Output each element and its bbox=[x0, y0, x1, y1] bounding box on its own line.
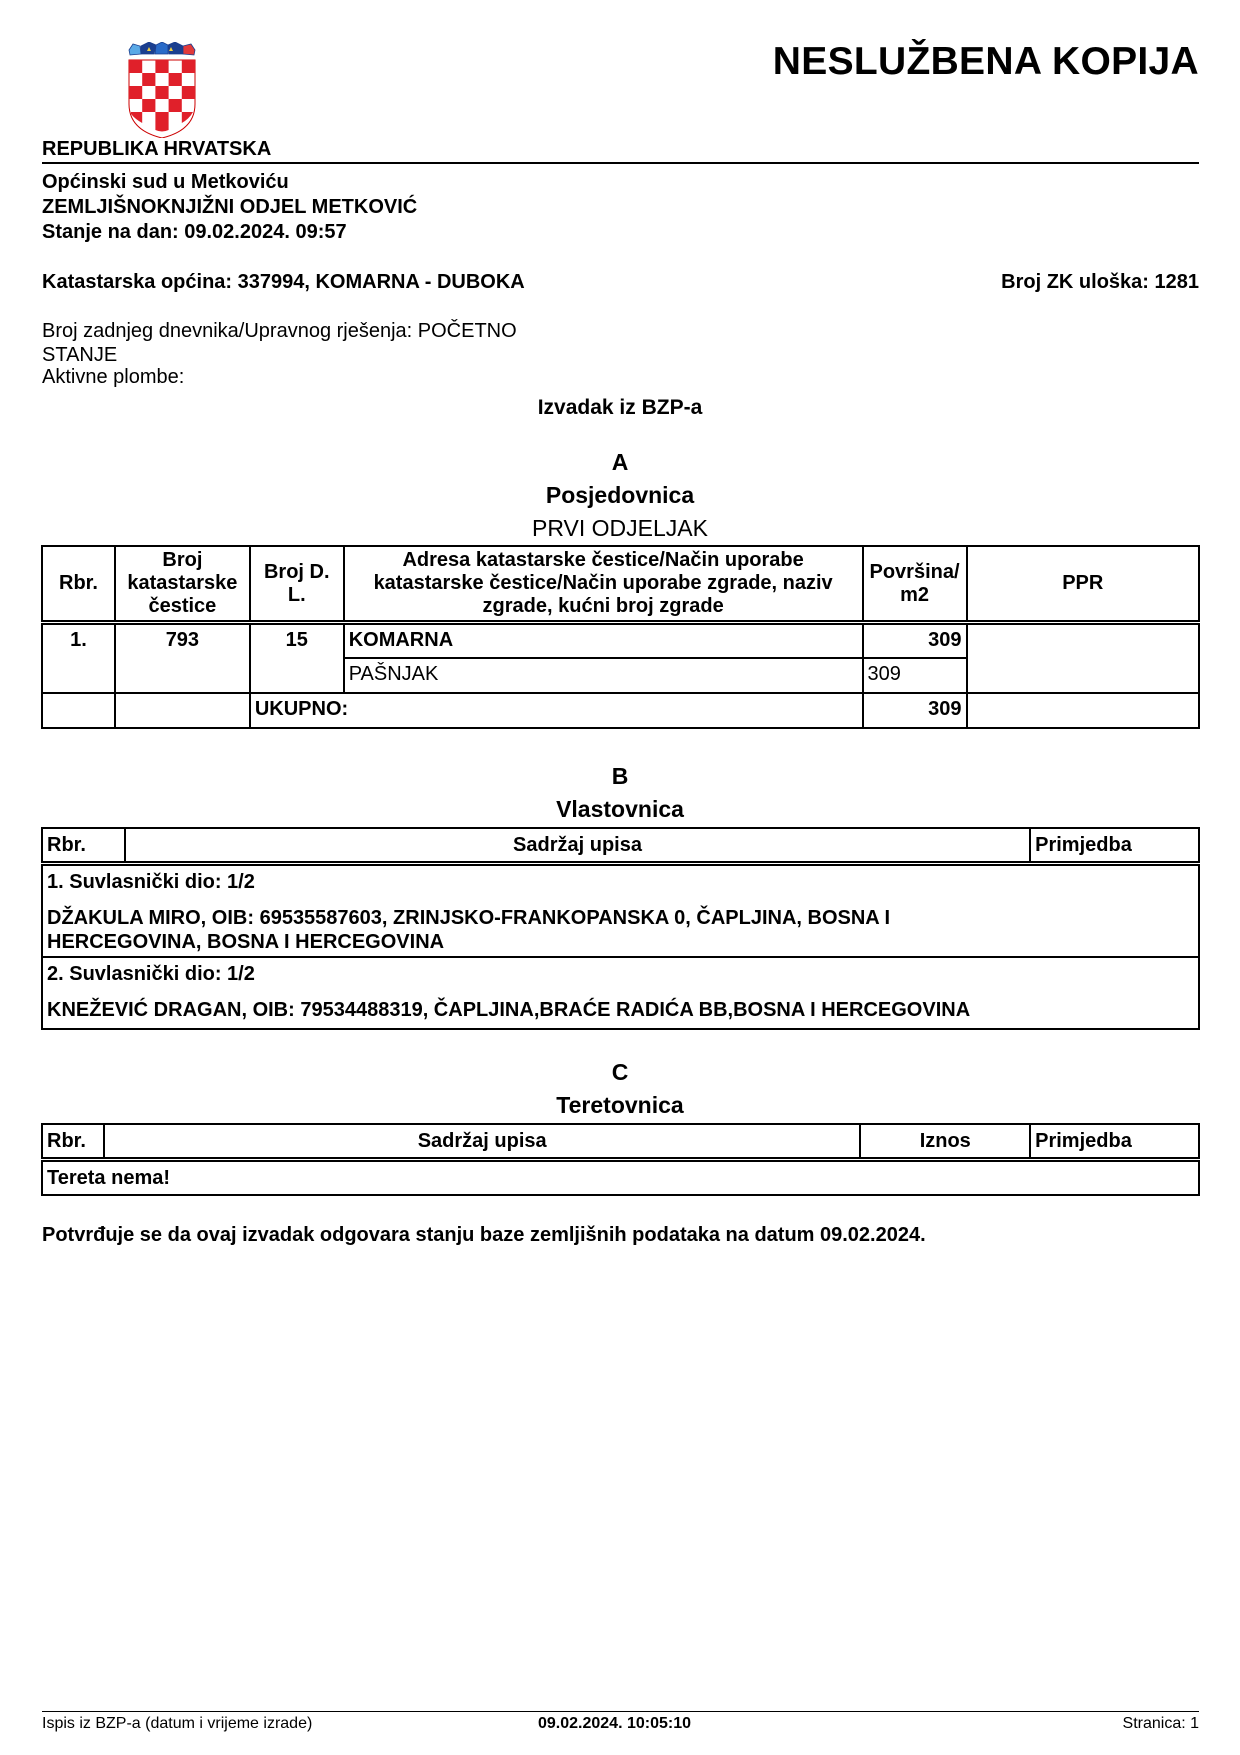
section-b-letter: B bbox=[611, 763, 629, 789]
total-area: 309 bbox=[863, 693, 967, 728]
share-line: 2. Suvlasnički dio: 1/2 bbox=[47, 963, 255, 985]
col-content: Sadržaj upisa bbox=[104, 1124, 860, 1160]
department-name: ZEMLJIŠNOKNJIŽNI ODJEL METKOVIĆ bbox=[42, 196, 418, 218]
extract-title: Izvadak iz BZP-a bbox=[537, 396, 703, 419]
section-b-title: Vlastovnica bbox=[556, 796, 684, 822]
col-parcel-number: Broj katastarske čestice bbox=[115, 546, 250, 623]
col-rbr: Rbr. bbox=[42, 828, 125, 864]
cell-use-area: 309 bbox=[863, 658, 967, 693]
cadastral-municipality: Katastarska općina: 337994, KOMARNA - DUBOKA bbox=[42, 271, 525, 293]
encumbrance-table bbox=[41, 1123, 1200, 1196]
col-area: Površina/ m2 bbox=[863, 546, 967, 623]
footer-divider bbox=[42, 1711, 1199, 1712]
col-note: Primjedba bbox=[1030, 1124, 1199, 1160]
col-rbr: Rbr. bbox=[42, 1124, 104, 1160]
header-divider bbox=[42, 162, 1199, 164]
footer-page-number: Stranica: 1 bbox=[1122, 1715, 1199, 1732]
ownership-table bbox=[41, 827, 1200, 1030]
total-row bbox=[42, 693, 1199, 728]
last-diary-line1: Broj zadnjeg dnevnika/Upravnog rješenja: POČETNO bbox=[42, 320, 517, 342]
possession-table bbox=[41, 545, 1200, 729]
footer-print-label: Ispis iz BZP-a (datum i vrijeme izrade) bbox=[42, 1715, 313, 1732]
col-address: Adresa katastarske čestice/Način uporabe katastarske čestice/Način uporabe zgrade, naziv zgrade, kućni broj zgrade bbox=[344, 546, 863, 623]
col-amount: Iznos bbox=[860, 1124, 1030, 1160]
table-header-row bbox=[42, 828, 1199, 864]
col-dl-number: Broj D. L. bbox=[250, 546, 344, 623]
footer-print-datetime: 09.02.2024. 10:05:10 bbox=[538, 1715, 692, 1732]
col-rbr: Rbr. bbox=[42, 546, 115, 623]
confirmation-statement: Potvrđuje se da ovaj izvadak odgovara stanju baze zemljišnih podataka na datum 09.02.2024. bbox=[42, 1224, 926, 1246]
state-date: Stanje na dan: 09.02.2024. 09:57 bbox=[42, 221, 347, 243]
active-seals: Aktivne plombe: bbox=[42, 366, 185, 388]
country-name: REPUBLIKA HRVATSKA bbox=[42, 138, 272, 160]
section-a-title: Posjedovnica bbox=[545, 482, 695, 508]
total-label: UKUPNO: bbox=[250, 693, 863, 728]
cell-ppr bbox=[967, 623, 1200, 658]
cell-parcel-number: 793 bbox=[115, 623, 250, 658]
ownership-entry bbox=[42, 864, 1199, 958]
cell-area: 309 bbox=[863, 623, 967, 658]
section-a-subtitle: PRVI ODJELJAK bbox=[532, 515, 708, 541]
cell-use: PAŠNJAK bbox=[344, 658, 863, 693]
ownership-entry bbox=[42, 957, 1199, 1029]
table-row bbox=[42, 623, 1199, 658]
owner-line: DŽAKULA MIRO, OIB: 69535587603, ZRINJSKO-FRANKOPANSKA 0, ČAPLJINA, BOSNA I HERCEGOVINA, BOSNA I HERCEGOVINA bbox=[47, 907, 891, 953]
col-content: Sadržaj upisa bbox=[125, 828, 1030, 864]
court-name: Općinski sud u Metkoviću bbox=[42, 171, 289, 193]
cell-dl-number: 15 bbox=[250, 623, 344, 658]
table-header-row bbox=[42, 546, 1199, 623]
col-note: Primjedba bbox=[1030, 828, 1199, 864]
croatian-coat-of-arms bbox=[127, 42, 197, 138]
section-c-letter: C bbox=[611, 1059, 629, 1085]
table-row bbox=[42, 1160, 1199, 1196]
owner-line: KNEŽEVIĆ DRAGAN, OIB: 79534488319, ČAPLJINA,BRAĆE RADIĆA BB,BOSNA I HERCEGOVINA bbox=[47, 999, 971, 1021]
cell-address: KOMARNA bbox=[344, 623, 863, 658]
section-c-title: Teretovnica bbox=[556, 1092, 684, 1118]
zk-insert-number: Broj ZK uloška: 1281 bbox=[1001, 271, 1199, 293]
last-diary-line2: STANJE bbox=[42, 344, 118, 366]
section-a-letter: A bbox=[611, 449, 629, 475]
no-encumbrance: Tereta nema! bbox=[42, 1160, 1199, 1196]
table-header-row bbox=[42, 1124, 1199, 1160]
col-ppr: PPR bbox=[967, 546, 1200, 623]
unofficial-copy-stamp: NESLUŽBENA KOPIJA bbox=[772, 40, 1199, 83]
cell-rbr: 1. bbox=[42, 623, 115, 658]
table-row-use bbox=[42, 658, 1199, 693]
share-line: 1. Suvlasnički dio: 1/2 bbox=[47, 871, 255, 893]
